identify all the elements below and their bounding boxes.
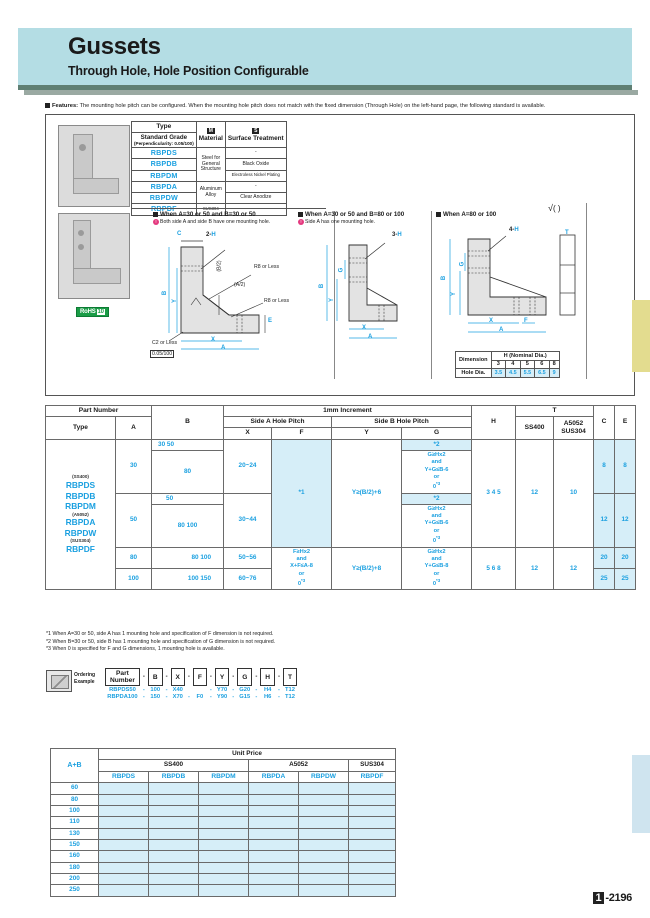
header-t: T (516, 406, 594, 417)
hole-diameter-table (455, 351, 560, 378)
order-header-part-number: Part Number (105, 668, 140, 686)
footnote-2: *2 When B=30 or 50, side B has 1 mounting hole and specification of G dimension is not required. (46, 638, 276, 645)
price-cell[interactable] (99, 828, 149, 839)
header-b: B (152, 406, 224, 440)
header-rbpdf: RBPDF (349, 771, 396, 783)
header-rbpdw: RBPDW (299, 771, 349, 783)
header-e: E (615, 406, 636, 440)
header-unit-price: Unit Price (99, 749, 396, 760)
side-tab-yellow[interactable] (632, 300, 650, 372)
c-value: 8 (594, 439, 615, 493)
standard-grade-header: Standard Grade (Perpendicularity: 0.05/100) (132, 132, 197, 147)
footnote-1: *1 When A=30 or 50, side A has 1 mounting hole and specification of F dimension is not required. (46, 631, 274, 637)
material-row: RBPDB Black Oxide (132, 159, 287, 170)
g-formula-top-2: G≥Hx2 and Y+G≤B-6 or 0$^{*3}$ (402, 504, 472, 547)
label-y-2: Y (329, 297, 336, 303)
price-cell[interactable] (99, 885, 149, 896)
price-cell[interactable] (199, 794, 249, 805)
price-cell[interactable] (199, 817, 249, 828)
price-cell[interactable] (99, 805, 149, 816)
ordering-icon (46, 670, 72, 692)
header-side-a-pitch: Side A Hole Pitch (224, 417, 332, 428)
table-row (46, 439, 636, 450)
header-a-plus-b: A+B (51, 749, 99, 783)
price-cell[interactable] (149, 885, 199, 896)
label-c2: C2 or Less (152, 340, 178, 346)
header-shadow (24, 90, 638, 95)
price-row: 160 (51, 851, 396, 862)
diagram-title-1: When A=30 or 50 and B=30 or 50 ! Both side A and side B have one mounting hole. (153, 211, 293, 225)
a-value: 100 (116, 569, 152, 590)
price-cell[interactable] (99, 839, 149, 850)
spec-drawing-box (45, 114, 635, 396)
price-cell[interactable] (299, 862, 349, 873)
t-ss400-bottom: 12 (516, 547, 554, 590)
price-cell[interactable] (299, 794, 349, 805)
header-a5052-group: A5052 (249, 760, 349, 771)
b-value-small: 30 50 (152, 439, 224, 450)
price-cell[interactable] (249, 839, 299, 850)
order-header-g: G (237, 668, 252, 686)
label-x-1: X (211, 337, 216, 343)
label-f-3: F (524, 318, 528, 324)
material-badge: M (208, 127, 213, 134)
price-cell[interactable] (349, 817, 396, 828)
part-number-table (45, 405, 636, 590)
page-subtitle: Through Hole, Hole Position Configurable (68, 64, 309, 78)
features-label: Features: (52, 103, 79, 109)
header-y: Y (332, 428, 402, 439)
g-formula-top: G≥Hx2 and Y+G≤B-6 or 0$^{*3}$ (402, 450, 472, 493)
price-cell[interactable] (349, 783, 396, 794)
ordering-example-row-1: RBPDS50 - 100 - X40 - Y70 - G20 - H4 - T12 (109, 686, 295, 693)
product-photo-top (58, 125, 130, 207)
price-row: 60 (51, 783, 396, 794)
price-cell[interactable] (99, 851, 149, 862)
price-row: 200 (51, 873, 396, 884)
price-cell[interactable] (299, 885, 349, 896)
rohs-badge: RoHS 10 (76, 307, 109, 317)
price-cell[interactable] (99, 794, 149, 805)
page-title: Gussets (68, 33, 161, 60)
price-cell[interactable] (299, 817, 349, 828)
x-value: 30~44 (224, 493, 272, 547)
product-photo-bottom (58, 213, 130, 299)
ordering-example-label: Ordering Example (74, 672, 96, 685)
label-y-3: Y (451, 291, 458, 297)
page-chip: 1 (593, 892, 605, 904)
price-cell[interactable] (149, 839, 199, 850)
surface-finish-symbol: √( ) (548, 203, 561, 213)
label-perpendicularity: 0.05/100 (152, 351, 173, 357)
t-alloy-bottom: 12 (554, 547, 594, 590)
type-cell: (SS400) RBPDS RBPDB RBPDM (A5052) RBPDA RBPDW (SUS304) RBPDF (46, 439, 116, 590)
price-cell[interactable] (199, 805, 249, 816)
features-text: The mounting hole pitch can be configured. When the mounting hole pitch does not match with the fixed dimension (Through Hole) on the left-hand page, the following standard is available. (79, 103, 546, 109)
label-g-2: G (338, 267, 345, 273)
c-value: 20 (594, 547, 615, 568)
b-value-small: 50 (152, 493, 224, 504)
price-cell[interactable] (299, 805, 349, 816)
f-formula-bottom: F≥Hx2 and X+F≤A-8 or 0$^{*3}$ (272, 547, 332, 590)
label-a-half: (A/2) (234, 282, 246, 288)
price-cell[interactable] (149, 851, 199, 862)
h-values-row: 3 4 5 6 8 (456, 360, 560, 369)
order-header-y: Y (215, 668, 229, 686)
features-row (45, 103, 635, 111)
price-cell[interactable] (149, 828, 199, 839)
label-c-1: C (177, 231, 182, 237)
price-cell[interactable] (149, 873, 199, 884)
price-cell[interactable] (199, 885, 249, 896)
header-rbpda: RBPDA (249, 771, 299, 783)
order-header-t: T (283, 668, 297, 686)
label-a-3: A (499, 327, 504, 333)
header-ss400: SS400 (516, 417, 554, 439)
price-cell[interactable] (299, 828, 349, 839)
ordering-header-row: Part Number - B - X - F - Y - G - H - T (105, 668, 297, 686)
footnotes (46, 631, 275, 654)
caution-icon: ! (298, 219, 304, 225)
header-f: F (272, 428, 332, 439)
e-value: 25 (615, 569, 636, 590)
h-nominal-header: H (Nominal Dia.) (491, 352, 559, 361)
f-note-cell: *1 (272, 439, 332, 547)
price-row: 110 (51, 817, 396, 828)
dimension-header: Dimension (456, 352, 492, 369)
label-b-2: B (319, 283, 326, 289)
price-cell[interactable] (349, 839, 396, 850)
bullet-square-icon (298, 212, 303, 217)
order-header-h: H (260, 668, 275, 686)
price-cell[interactable] (249, 885, 299, 896)
divider (586, 203, 587, 379)
b-value-large: 80 100 (152, 504, 224, 547)
g-formula-bottom: G≥Hx2 and Y+G≤B-8 or 0$^{*3}$ (402, 547, 472, 590)
header-h: H (472, 406, 516, 440)
label-r8-1: R8 or Less (254, 264, 280, 270)
label-y-1: Y (172, 298, 179, 304)
price-cell[interactable] (249, 862, 299, 873)
material-row: RBPDA Aluminum Alloy - (132, 181, 287, 192)
order-header-b: B (148, 668, 163, 686)
material-aluminum: Aluminum Alloy (196, 181, 225, 204)
price-cell[interactable] (149, 817, 199, 828)
material-row: RBPDM Electroless Nickel Plating (132, 170, 287, 181)
b-value-large: 80 (152, 450, 224, 493)
header-sus304-group: SUS304 (349, 760, 396, 771)
bullet-square-icon (436, 212, 441, 217)
price-cell[interactable] (199, 783, 249, 794)
t-ss400-top: 12 (516, 439, 554, 547)
diagram-3-svg (436, 227, 586, 352)
g-note-cell: *2 (402, 493, 472, 504)
header-a: A (116, 417, 152, 439)
material-row: RBPDW Clear Anodize (132, 193, 287, 204)
price-cell[interactable] (199, 839, 249, 850)
page-number: 1 -2196 (593, 892, 632, 904)
header-increment: 1mm Increment (224, 406, 472, 417)
price-cell[interactable] (249, 783, 299, 794)
price-cell[interactable] (99, 862, 149, 873)
label-4h: 4-H (509, 227, 519, 233)
material-col-header: M Material (196, 122, 225, 148)
label-b-half: (B/2) (216, 260, 223, 272)
header-a5052-sus304: A5052 SUS304 (554, 417, 594, 439)
divider (431, 211, 432, 379)
diagram-2-svg (301, 233, 426, 355)
header-band-edge (18, 85, 632, 90)
price-cell[interactable] (149, 862, 199, 873)
side-tab-blue[interactable] (632, 755, 650, 833)
price-cell[interactable] (299, 783, 349, 794)
material-steel: Steel for General Structure (196, 147, 225, 181)
e-value: 8 (615, 439, 636, 493)
label-3h: 3-H (392, 232, 402, 238)
price-row: 130 (51, 828, 396, 839)
label-x-3: X (489, 318, 494, 324)
material-row: RBPDS Steel for General Structure - (132, 147, 287, 158)
header-rbpdm: RBPDM (199, 771, 249, 783)
price-cell[interactable] (249, 794, 299, 805)
header-x: X (224, 428, 272, 439)
label-b-3: B (441, 275, 448, 281)
x-value: 50~56 (224, 547, 272, 568)
b-value: 100 150 (152, 569, 224, 590)
unit-price-table (50, 748, 396, 897)
diagram-note-1: ! Both side A and side B have one mounting hole. (153, 219, 293, 225)
label-x-2: X (362, 325, 367, 331)
header-side-b-pitch: Side B Hole Pitch (332, 417, 472, 428)
material-type-header: Type (132, 122, 197, 133)
b-value: 80 100 (152, 547, 224, 568)
diagram-title-2: When A=30 or 50 and B=80 or 100 ! Side A has one mounting hole. (298, 211, 433, 225)
bullet-square-icon (153, 212, 158, 217)
price-cell[interactable] (349, 873, 396, 884)
price-row: 80 (51, 794, 396, 805)
label-2h: 2-H (206, 232, 216, 238)
divider (131, 208, 326, 209)
surface-col-header: S Surface Treatment (225, 122, 286, 148)
e-value: 20 (615, 547, 636, 568)
x-value: 60~76 (224, 569, 272, 590)
label-e-1: E (268, 318, 273, 324)
price-row: 180 (51, 862, 396, 873)
ordering-example-table (104, 668, 298, 700)
price-cell[interactable] (199, 851, 249, 862)
header-type: Type (46, 417, 116, 439)
price-cell[interactable] (349, 805, 396, 816)
c-value: 12 (594, 493, 615, 547)
header-rbpds: RBPDS (99, 771, 149, 783)
price-cell[interactable] (249, 817, 299, 828)
c-value: 25 (594, 569, 615, 590)
price-cell[interactable] (199, 873, 249, 884)
header-part-number: Part Number (46, 406, 152, 417)
price-cell[interactable] (199, 828, 249, 839)
price-cell[interactable] (199, 862, 249, 873)
price-cell[interactable] (149, 783, 199, 794)
label-t-3: T (565, 230, 569, 236)
header-rbpdb: RBPDB (149, 771, 199, 783)
table-row (46, 547, 636, 568)
price-cell[interactable] (249, 873, 299, 884)
price-cell[interactable] (349, 851, 396, 862)
price-cell[interactable] (349, 885, 396, 896)
price-cell[interactable] (249, 828, 299, 839)
a-value: 50 (116, 493, 152, 547)
e-value: 12 (615, 493, 636, 547)
order-header-x: X (171, 668, 185, 686)
price-cell[interactable] (299, 839, 349, 850)
price-cell[interactable] (299, 851, 349, 862)
price-cell[interactable] (349, 828, 396, 839)
ordering-example-row-2: RBPDA100 - 150 - X70 - F0 - Y90 - G15 - H6 - T12 (107, 693, 295, 700)
price-cell[interactable] (299, 873, 349, 884)
price-cell[interactable] (99, 817, 149, 828)
price-row: 250 (51, 885, 396, 896)
diagram-title-3: When A=80 or 100 (436, 211, 546, 218)
price-cell[interactable] (249, 805, 299, 816)
t-alloy-top: 10 (554, 439, 594, 547)
material-spec-table (131, 121, 287, 216)
price-row: 150 (51, 839, 396, 850)
a-value: 30 (116, 439, 152, 493)
label-a-1: A (221, 345, 226, 351)
h-values-top: 3 4 5 (472, 439, 516, 547)
g-note-cell: *2 (402, 439, 472, 450)
caution-icon: ! (153, 219, 159, 225)
price-cell[interactable] (349, 862, 396, 873)
hole-dia-row: Hole Dia. 3.5 4.5 5.5 6.5 9 (456, 369, 560, 378)
label-r8-2: R8 or Less (264, 298, 290, 304)
price-cell[interactable] (249, 851, 299, 862)
price-cell[interactable] (149, 794, 199, 805)
price-cell[interactable] (99, 873, 149, 884)
y-formula-bottom: Y≥(B/2)+8 (332, 547, 402, 590)
order-header-f: F (193, 668, 207, 686)
label-a-2: A (368, 334, 373, 340)
label-g-3: G (459, 261, 466, 267)
h-values-bottom: 5 6 8 (472, 547, 516, 590)
bullet-square-icon (45, 103, 50, 108)
footnote-3: *3 When 0 is specified for F and G dimensions, 1 mounting hole is available. (46, 646, 225, 653)
price-row: 100 (51, 805, 396, 816)
x-value: 20~24 (224, 439, 272, 493)
header-g: G (402, 428, 472, 439)
header-c: C (594, 406, 615, 440)
header-ss400-group: SS400 (99, 760, 249, 771)
label-b-1: B (162, 290, 169, 296)
price-cell[interactable] (99, 783, 149, 794)
price-cell[interactable] (149, 805, 199, 816)
price-cell[interactable] (349, 794, 396, 805)
a-value: 80 (116, 547, 152, 568)
surface-badge: S (254, 127, 258, 134)
diagram-note-2: ! Side A has one mounting hole. (298, 219, 433, 225)
y-formula-top: Y≥(B/2)+6 (332, 439, 402, 547)
